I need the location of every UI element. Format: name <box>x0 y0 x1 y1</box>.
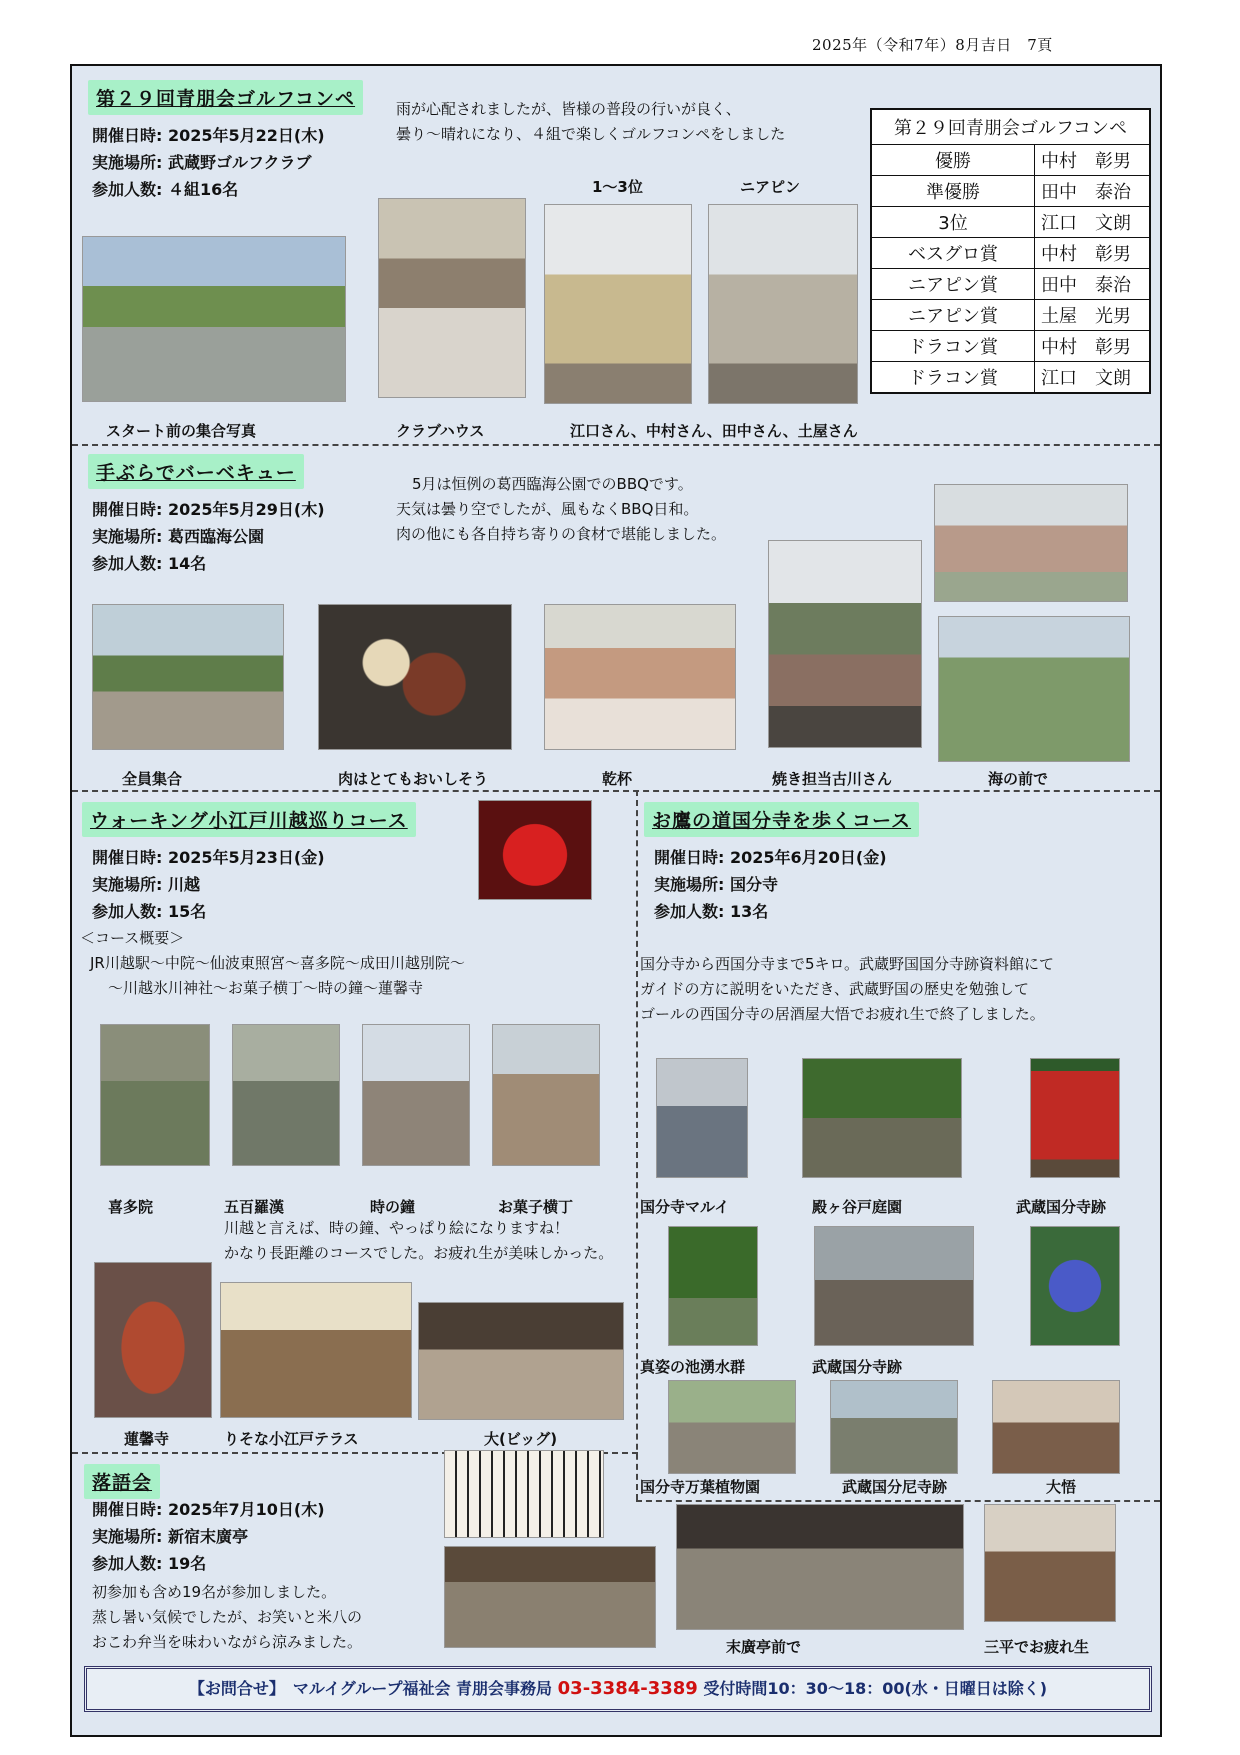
walk2-count: 参加人数: 13名 <box>654 902 769 921</box>
table-row <box>871 331 1150 362</box>
golf-top3-photo <box>544 204 692 404</box>
prize-cell: ベスグロ賞 <box>871 238 1035 269</box>
walk2-nunnery-ruins-photo <box>830 1380 958 1474</box>
walk1-note <box>224 1216 613 1266</box>
walk2-desc-line: ガイドの方に説明をいただき、武蔵野国の歴史を勉強して <box>640 980 1029 998</box>
divider-bbq-walk <box>72 790 1160 792</box>
walk1-caption: りそな小江戸テラス <box>224 1430 359 1448</box>
bbq-caption: 全員集合 <box>122 770 183 788</box>
walk1-caption: 五百羅漢 <box>224 1198 285 1216</box>
golf-label-top3: 1〜3位 <box>592 178 643 196</box>
contact-label: 【お問合せ】 マルイグループ福祉会 青朋会事務局 <box>188 1679 553 1698</box>
golf-caption: クラブハウス <box>396 422 485 440</box>
rakugo-date: 開催日時: 2025年7月10日(木) <box>92 1500 325 1519</box>
walk1-section-title: ウォーキング小江戸川越巡りコース <box>82 802 416 837</box>
winner-cell: 江口 文朗 <box>1035 362 1151 394</box>
walk1-red-sea-bream-photo <box>478 800 592 900</box>
golf-desc-line: 雨が心配されましたが、皆様の普段の行いが良く、 <box>396 100 741 118</box>
bbq-desc-line: 肉の他にも各自持ち寄りの食材で堪能しました。 <box>396 525 727 543</box>
bbq-group-photo <box>92 604 284 750</box>
walk1-outline-heading: ＜コース概要＞ <box>80 929 185 947</box>
rakugo-place: 実施場所: 新宿末廣亭 <box>92 1527 248 1546</box>
walk2-daigo-izakaya-photo <box>992 1380 1120 1474</box>
walk1-note-line: かなり長距離のコースでした。お疲れ生が美味しかった。 <box>224 1244 614 1262</box>
walk2-pagoda-photo <box>1030 1058 1120 1178</box>
prize-cell: ドラコン賞 <box>871 362 1035 394</box>
walk2-caption: 大悟 <box>1046 1478 1077 1496</box>
contact-phone[interactable]: 03-3384-3389 <box>557 1678 698 1699</box>
walk2-marui-photo <box>656 1058 748 1178</box>
prize-cell: ドラコン賞 <box>871 331 1035 362</box>
walk2-caption: 国分寺マルイ <box>640 1198 730 1216</box>
winner-cell: 江口 文朗 <box>1035 207 1151 238</box>
winner-cell: 田中 泰治 <box>1035 269 1151 300</box>
bbq-place: 実施場所: 葛西臨海公園 <box>92 527 264 546</box>
golf-description <box>396 97 785 147</box>
bbq-section-title: 手ぶらでバーベキュー <box>88 454 304 489</box>
table-row <box>871 176 1150 207</box>
walk1-place: 実施場所: 川越 <box>92 875 200 894</box>
table-row <box>871 269 1150 300</box>
walk1-count: 参加人数: 15名 <box>92 902 207 921</box>
bbq-date: 開催日時: 2025年5月29日(木) <box>92 500 325 519</box>
prize-cell: ニアピン賞 <box>871 300 1035 331</box>
walk1-caption: 蓮馨寺 <box>124 1430 170 1448</box>
bbq-caption: 肉はとてもおいしそう <box>338 770 489 788</box>
bbq-desc-line: 5月は恒例の葛西臨海公園でのBBQです。 <box>412 475 693 493</box>
walk1-info <box>92 844 325 925</box>
walk2-info <box>654 844 887 925</box>
walk2-caption: 武蔵国分尼寺跡 <box>842 1478 948 1496</box>
walk1-route-line: JR川越駅〜中院〜仙波東照宮〜喜多院〜成田川越別院〜 <box>90 954 465 972</box>
walk2-caption: 殿ヶ谷戸庭園 <box>812 1198 903 1216</box>
walk1-caption: 時の鐘 <box>370 1198 416 1216</box>
walk1-note-line: 川越と言えば、時の鐘、やっぱり絵になりますね！ <box>224 1219 570 1237</box>
bbq-griller-photo <box>768 540 922 748</box>
golf-caption: スタート前の集合写真 <box>106 422 257 440</box>
walk1-rennoji-photo <box>94 1262 212 1418</box>
rakugo-sanpei-photo <box>984 1504 1116 1622</box>
walk2-description <box>640 952 1054 1027</box>
rakugo-info <box>92 1496 325 1577</box>
table-row <box>871 207 1150 238</box>
rakugo-caption: 三平でお疲れ生 <box>984 1638 1090 1656</box>
contact-bar <box>84 1666 1152 1712</box>
walk2-place: 実施場所: 国分寺 <box>654 875 778 894</box>
bbq-desc-line: 天気は曇り空でしたが、風もなくBBQ日和。 <box>396 500 699 518</box>
divider-walk-columns <box>636 790 638 1500</box>
walk2-caption: 国分寺万葉植物園 <box>640 1478 761 1496</box>
walk2-caption: 武蔵国分寺跡 <box>1016 1198 1107 1216</box>
bbq-caption: 乾杯 <box>602 770 633 788</box>
walk1-course-outline <box>80 926 465 1001</box>
rakugo-desc-line: おこわ弁当を味わいながら涼みました。 <box>92 1633 363 1651</box>
rakugo-desc-line: 初参加も含め19名が参加しました。 <box>92 1583 337 1601</box>
golf-info <box>92 122 325 203</box>
divider-kokubunji-bottom <box>636 1500 1160 1502</box>
bbq-friends-photo <box>934 484 1128 602</box>
walk2-kokubunji-ruins-photo <box>814 1226 974 1346</box>
rakugo-section-title: 落語会 <box>84 1464 160 1499</box>
bbq-info <box>92 496 325 577</box>
rakugo-group-photo <box>444 1546 656 1648</box>
table-row <box>871 145 1150 176</box>
rakugo-count: 参加人数: 19名 <box>92 1554 207 1573</box>
winner-cell: 中村 彰男 <box>1035 331 1151 362</box>
prize-cell: ニアピン賞 <box>871 269 1035 300</box>
golf-desc-line: 曇り〜晴れになり、４組で楽しくゴルフコンペをしました <box>396 125 786 143</box>
rakugo-description <box>92 1580 362 1655</box>
walk1-kitain-photo <box>100 1024 210 1166</box>
walk1-big-izakaya-photo <box>418 1302 624 1420</box>
walk1-resona-terrace-photo <box>220 1282 412 1418</box>
walk2-desc-line: ゴールの西国分寺の居酒屋大悟でお疲れ生で終了しました。 <box>640 1005 1045 1023</box>
golf-date: 開催日時: 2025年5月22日(木) <box>92 126 325 145</box>
walk1-route-line: 〜川越氷川神社〜お菓子横丁〜時の鐘〜蓮馨寺 <box>108 979 424 997</box>
walk1-date: 開催日時: 2025年5月23日(金) <box>92 848 325 867</box>
walk2-tonogayato-photo <box>802 1058 962 1178</box>
divider-golf-bbq <box>72 444 1160 446</box>
golf-results-table <box>870 108 1151 394</box>
golf-place: 実施場所: 武蔵野ゴルフクラブ <box>92 153 312 172</box>
prize-cell: 優勝 <box>871 145 1035 176</box>
winner-cell: 土屋 光男 <box>1035 300 1151 331</box>
bbq-description <box>396 472 726 547</box>
table-row <box>871 238 1150 269</box>
prize-cell: 3位 <box>871 207 1035 238</box>
walk2-date: 開催日時: 2025年6月20日(金) <box>654 848 887 867</box>
page-header-date: 2025年（令和7年）8月吉日 7頁 <box>812 36 1053 54</box>
golf-caption: 江口さん、中村さん、田中さん、土屋さん <box>570 422 858 440</box>
rakugo-program-board-photo <box>444 1450 604 1538</box>
bbq-toast-photo <box>544 604 736 750</box>
walk2-hydrangea-photo <box>1030 1226 1120 1346</box>
golf-count: 参加人数: ４組16名 <box>92 180 239 199</box>
walk1-tokinokane-photo <box>362 1024 470 1166</box>
bbq-caption: 焼き担当古川さん <box>772 770 893 788</box>
bbq-caption: 海の前で <box>988 770 1049 788</box>
bbq-count: 参加人数: 14名 <box>92 554 207 573</box>
winner-cell: 中村 彰男 <box>1035 238 1151 269</box>
winner-cell: 中村 彰男 <box>1035 145 1151 176</box>
contact-hours: 受付時間10：30〜18：00(水・日曜日は除く) <box>703 1679 1048 1698</box>
walk1-caption: 大(ビッグ) <box>484 1430 558 1448</box>
walk2-desc-line: 国分寺から西国分寺まで5キロ。武蔵野国国分寺跡資料館にて <box>640 955 1054 973</box>
walk2-manyo-garden-photo <box>668 1380 796 1474</box>
bbq-seaside-photo <box>938 616 1130 762</box>
winner-cell: 田中 泰治 <box>1035 176 1151 207</box>
rakugo-suehirotei-photo <box>676 1504 964 1630</box>
walk1-gohyakurakan-photo <box>232 1024 340 1166</box>
walk1-okashiyokocho-photo <box>492 1024 600 1166</box>
walk2-section-title: お鷹の道国分寺を歩くコース <box>644 802 919 837</box>
rakugo-desc-line: 蒸し暑い気候でしたが、お笑いと米八の <box>92 1608 363 1626</box>
walk2-caption: 真姿の池湧水群 <box>640 1358 746 1376</box>
table-row <box>871 362 1150 394</box>
golf-nearpin-photo <box>708 204 858 404</box>
rakugo-caption: 末廣亭前で <box>726 1638 802 1656</box>
walk2-caption: 武蔵国分寺跡 <box>812 1358 903 1376</box>
table-row <box>871 300 1150 331</box>
walk1-caption: 喜多院 <box>108 1198 154 1216</box>
golf-section-title: 第２９回青朋会ゴルフコンペ <box>88 80 363 115</box>
walk2-masugata-pond-photo <box>668 1226 758 1346</box>
golf-group-photo <box>82 236 346 402</box>
prize-cell: 準優勝 <box>871 176 1035 207</box>
golf-clubhouse-photo <box>378 198 526 398</box>
results-table-title: 第２９回青朋会ゴルフコンペ <box>871 109 1150 145</box>
walk1-caption: お菓子横丁 <box>498 1198 574 1216</box>
bbq-meat-photo <box>318 604 512 750</box>
golf-label-nearpin: ニアピン <box>740 178 801 196</box>
